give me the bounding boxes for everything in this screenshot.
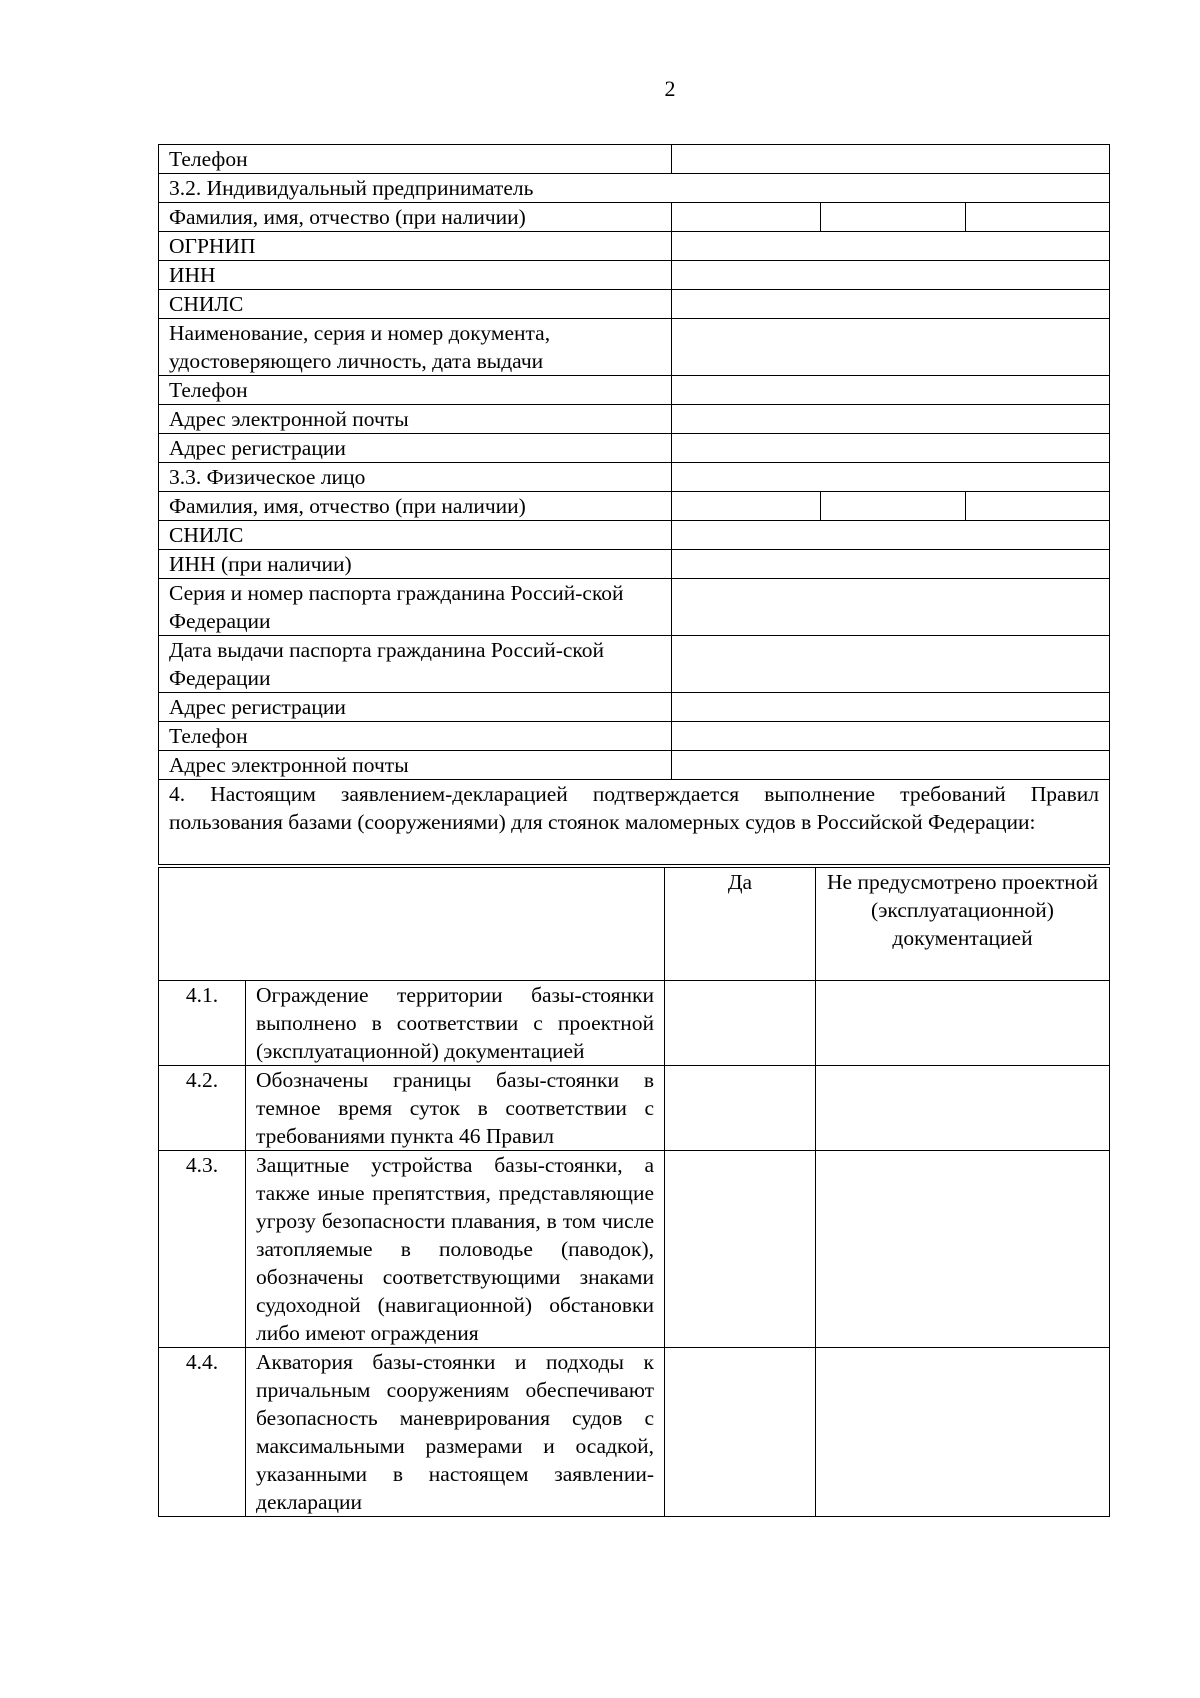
- table-row: [159, 751, 1110, 780]
- ip-fio-field[interactable]: [672, 203, 1110, 232]
- fl-inn-field[interactable]: [672, 550, 1110, 579]
- item-text: Ограждение территории базы-стоянки выполнено в соответствии с проектной (эксплуатационной) документацией: [246, 981, 665, 1066]
- yes-cell[interactable]: [665, 1348, 816, 1517]
- table-row: [159, 261, 1110, 290]
- passport-date-field[interactable]: [672, 636, 1110, 693]
- table-row: [159, 145, 1110, 174]
- field-label: Наименование, серия и номер документа, удостоверяющего личность, дата выдачи: [159, 319, 672, 376]
- table-row: [159, 492, 1110, 521]
- table-row: [159, 463, 1110, 492]
- table-row: [159, 405, 1110, 434]
- item-text: Акватория базы-стоянки и подходы к причальным сооружениям обеспечивают безопасность маневрирования судов с максимальными размерами и осадкой, указанными в настоящем заявлении-декларации: [246, 1348, 665, 1517]
- field-label: Адрес электронной почты: [159, 751, 672, 780]
- fl-snils-field[interactable]: [672, 521, 1110, 550]
- name-cell[interactable]: [820, 492, 965, 520]
- field-label: СНИЛС: [159, 290, 672, 319]
- patronymic-cell[interactable]: [965, 203, 1106, 231]
- identity-document-field[interactable]: [672, 319, 1110, 376]
- requirements-table: [158, 867, 1110, 1517]
- field-label: Адрес электронной почты: [159, 405, 672, 434]
- table-row: [159, 232, 1110, 261]
- not-provided-cell[interactable]: [816, 981, 1110, 1066]
- fl-email-field[interactable]: [672, 751, 1110, 780]
- table-row: [159, 203, 1110, 232]
- item-number: 4.4.: [159, 1348, 246, 1517]
- field-label: СНИЛС: [159, 521, 672, 550]
- table-row: [159, 579, 1110, 636]
- page-number: 2: [664, 76, 676, 101]
- table-row: [159, 550, 1110, 579]
- table-row: [159, 1066, 1110, 1151]
- fl-address-field[interactable]: [672, 693, 1110, 722]
- table-row: [159, 319, 1110, 376]
- ip-phone-field[interactable]: [672, 376, 1110, 405]
- field-label: Адрес регистрации: [159, 693, 672, 722]
- empty-cell: [672, 463, 1110, 492]
- surname-cell[interactable]: [672, 492, 820, 520]
- field-label: Серия и номер паспорта гражданина Россий-ской Федерации: [159, 579, 672, 636]
- section-heading-fl: 3.3. Физическое лицо: [159, 463, 672, 492]
- field-label: Фамилия, имя, отчество (при наличии): [159, 492, 672, 521]
- item-text: Защитные устройства базы-стоянки, а также иные препятствия, представляющие угрозу безопасности плавания, в том числе затопляемые в половодье (паводок), обозначены соответствующими знаками судоходной (навигационной) обстановки либо имеют ограждения: [246, 1151, 665, 1348]
- table-row: [159, 636, 1110, 693]
- table-row: [159, 780, 1110, 865]
- ogrnip-field[interactable]: [672, 232, 1110, 261]
- item-text: Обозначены границы базы-стоянки в темное время суток в соответствии с требованиями пункта 46 Правил: [246, 1066, 665, 1151]
- field-label: ОГРНИП: [159, 232, 672, 261]
- not-provided-cell[interactable]: [816, 1348, 1110, 1517]
- passport-field[interactable]: [672, 579, 1110, 636]
- table-row: [159, 693, 1110, 722]
- item-number: 4.1.: [159, 981, 246, 1066]
- fl-fio-field[interactable]: [672, 492, 1110, 521]
- table-row: [159, 434, 1110, 463]
- table-header-row: [159, 868, 1110, 981]
- name-cell[interactable]: [820, 203, 965, 231]
- applicant-info-table: [158, 144, 1110, 865]
- patronymic-cell[interactable]: [965, 492, 1106, 520]
- section-heading-ip: 3.2. Индивидуальный предприниматель: [159, 174, 1110, 203]
- field-label: Дата выдачи паспорта гражданина Россий-ской Федерации: [159, 636, 672, 693]
- inn-field[interactable]: [672, 261, 1110, 290]
- not-provided-cell[interactable]: [816, 1151, 1110, 1348]
- yes-cell[interactable]: [665, 981, 816, 1066]
- column-header-not-provided: Не предусмотрено проектной (эксплуатационной) документацией: [816, 868, 1110, 981]
- field-label: Телефон: [159, 376, 672, 405]
- table-row: [159, 521, 1110, 550]
- table-row: [159, 1151, 1110, 1348]
- yes-cell[interactable]: [665, 1066, 816, 1151]
- field-label: ИНН: [159, 261, 672, 290]
- column-header-yes: Да: [665, 868, 816, 981]
- not-provided-cell[interactable]: [816, 1066, 1110, 1151]
- fl-phone-field[interactable]: [672, 722, 1110, 751]
- item-number: 4.3.: [159, 1151, 246, 1348]
- snils-field[interactable]: [672, 290, 1110, 319]
- yes-cell[interactable]: [665, 1151, 816, 1348]
- ip-address-field[interactable]: [672, 434, 1110, 463]
- table-row: [159, 174, 1110, 203]
- table-row: [159, 290, 1110, 319]
- field-label: Телефон: [159, 722, 672, 751]
- field-label: Адрес регистрации: [159, 434, 672, 463]
- surname-cell[interactable]: [672, 203, 820, 231]
- field-label: Фамилия, имя, отчество (при наличии): [159, 203, 672, 232]
- field-label: ИНН (при наличии): [159, 550, 672, 579]
- table-row: [159, 722, 1110, 751]
- field-label: Телефон: [159, 145, 672, 174]
- phone-field[interactable]: [672, 145, 1110, 174]
- item-number: 4.2.: [159, 1066, 246, 1151]
- empty-header-cell: [159, 868, 665, 981]
- declaration-intro: 4. Настоящим заявлением-декларацией подтверждается выполнение требований Правил пользования базами (сооружениями) для стоянок маломерных судов в Российской Федерации:: [159, 780, 1110, 865]
- table-row: [159, 1348, 1110, 1517]
- table-row: [159, 376, 1110, 405]
- table-row: [159, 981, 1110, 1066]
- ip-email-field[interactable]: [672, 405, 1110, 434]
